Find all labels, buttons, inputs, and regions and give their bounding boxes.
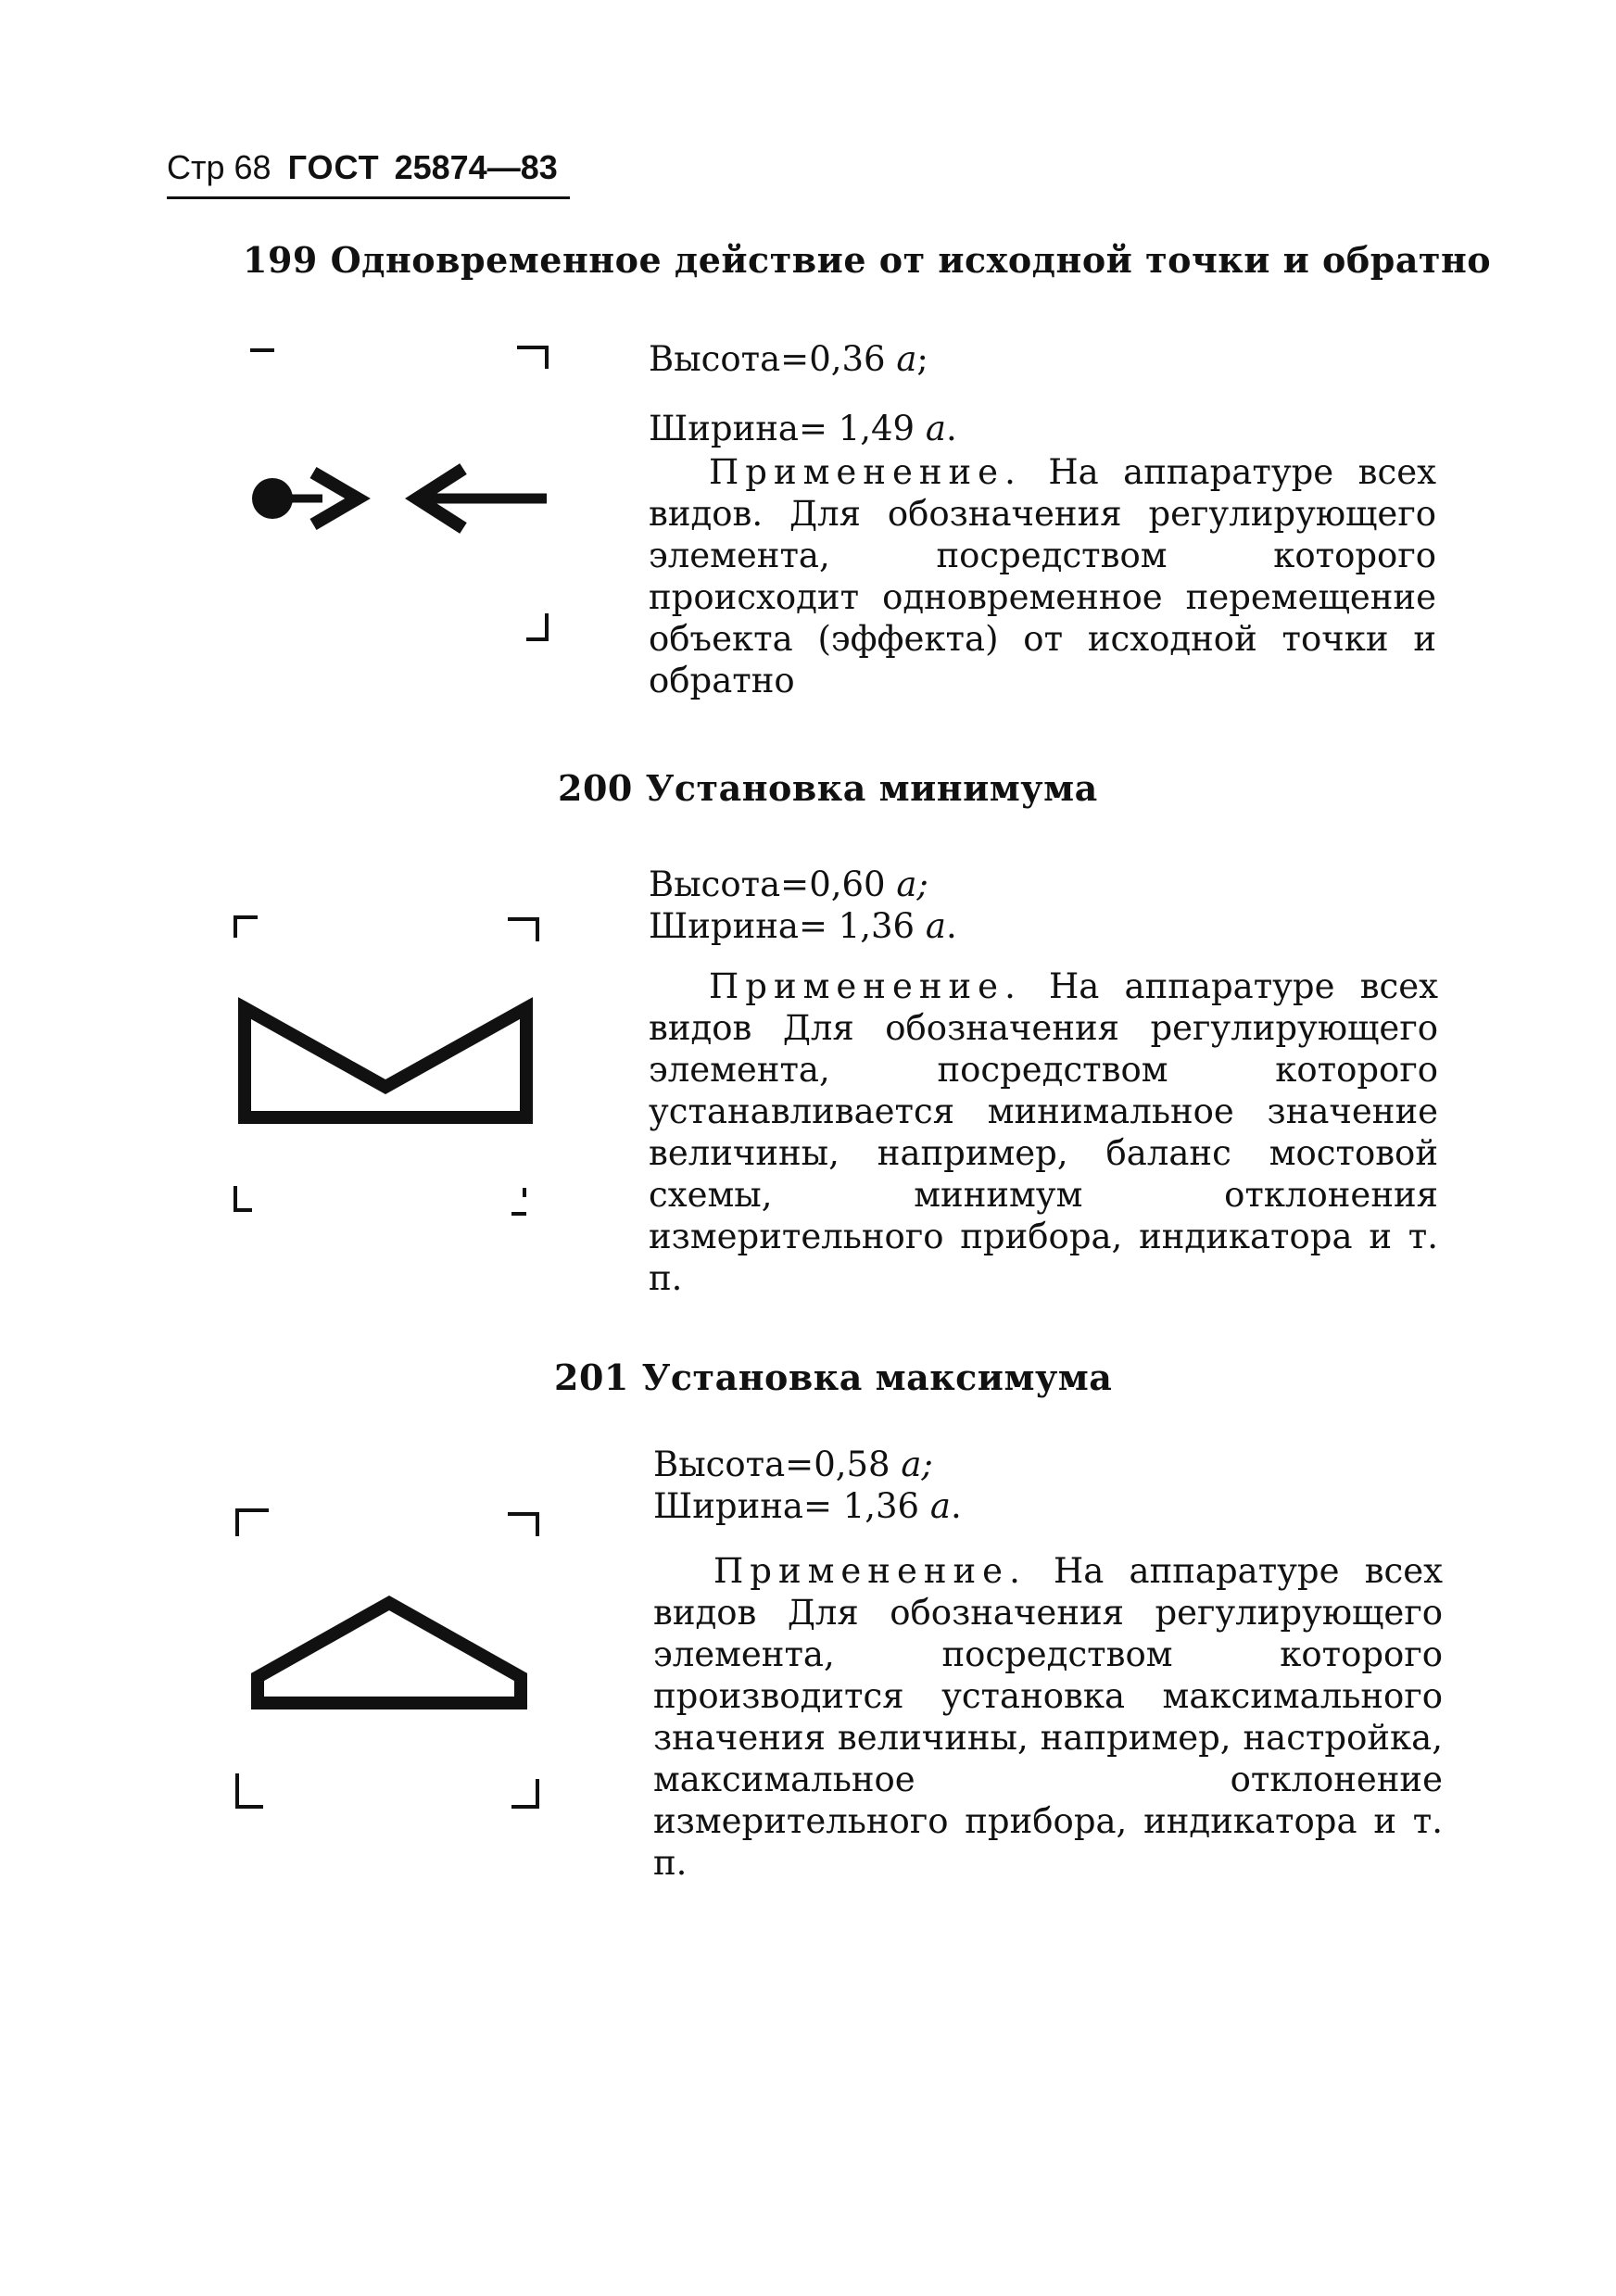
section-200-width: Ширина= 1,36 а.: [649, 906, 957, 946]
header-rule: [167, 196, 570, 199]
width-label: Ширина: [649, 906, 799, 946]
width-value: 1,36: [838, 906, 915, 946]
page-header: [167, 148, 558, 187]
section-title: Одновременное действие от исходной точки и обратно: [330, 239, 1492, 281]
section-title: Установка минимума: [645, 767, 1098, 809]
standard-label: ГОСТ: [287, 148, 380, 186]
standard-number: 25874—83: [394, 148, 558, 186]
maximum-setting-icon: [232, 1501, 547, 1816]
height-value: 0,58: [814, 1444, 890, 1484]
application-word: Применение.: [709, 966, 1022, 1006]
section-199-application: [649, 451, 1436, 701]
section-number: 199: [243, 239, 318, 281]
height-value: 0,36: [809, 339, 886, 379]
unit: а: [896, 864, 917, 904]
application-text: На аппаратуре всех видов Для обозначения регулирующего элемента, посредством которого устанавливается минимальное значение величины, например, баланс мостовой схемы, минимум отклонения измерительного прибора, индикатора и т. п.: [649, 966, 1439, 1298]
page-label: Стр 68: [167, 148, 271, 186]
width-label: Ширина: [649, 409, 799, 448]
section-number: 200: [558, 767, 633, 809]
height-label: Высота: [649, 339, 781, 379]
application-word: Применение.: [709, 452, 1022, 492]
section-201-width: Ширина= 1,36 а.: [653, 1486, 962, 1526]
application-word: Применение.: [713, 1551, 1027, 1591]
width-value: 1,36: [842, 1486, 920, 1526]
section-200-application: [649, 965, 1438, 1299]
height-value: 0,60: [809, 864, 886, 904]
width-value: 1,49: [838, 409, 915, 448]
simultaneous-action-arrows-icon: [241, 334, 556, 649]
unit: а: [925, 409, 946, 448]
height-label: Высота: [649, 864, 781, 904]
section-title: Установка максимума: [641, 1356, 1113, 1398]
unit: а: [925, 906, 946, 946]
unit: а: [896, 339, 917, 379]
section-199-title: [243, 239, 1491, 281]
section-200-height: Высота=0,60 а;: [649, 864, 928, 904]
section-199-height: Высота=0,36 а;: [649, 339, 928, 379]
minimum-setting-icon: [232, 908, 547, 1232]
application-text: На аппаратуре всех видов. Для обозначения регулирующего элемента, посредством которого происходит одновременное перемещение объекта (эффекта) от исходной точки и обратно: [649, 452, 1437, 700]
section-199-width: Ширина= 1,49 а.: [649, 409, 957, 448]
section-200-title: [558, 767, 1098, 809]
section-number: 201: [554, 1356, 629, 1398]
section-201-title: [554, 1356, 1112, 1398]
application-text: На аппаратуре всех видов Для обозначения регулирующего элемента, посредством которого производится установка максимального значения величины, например, настройка, максимальное отклонение измерительного прибора, индикатора и т. п.: [653, 1551, 1444, 1883]
unit: а: [929, 1486, 951, 1526]
height-label: Высота: [653, 1444, 786, 1484]
unit: а: [901, 1444, 922, 1484]
section-201-application: [653, 1550, 1443, 1884]
width-label: Ширина: [653, 1486, 803, 1526]
section-201-height: Высота=0,58 а;: [653, 1444, 933, 1484]
